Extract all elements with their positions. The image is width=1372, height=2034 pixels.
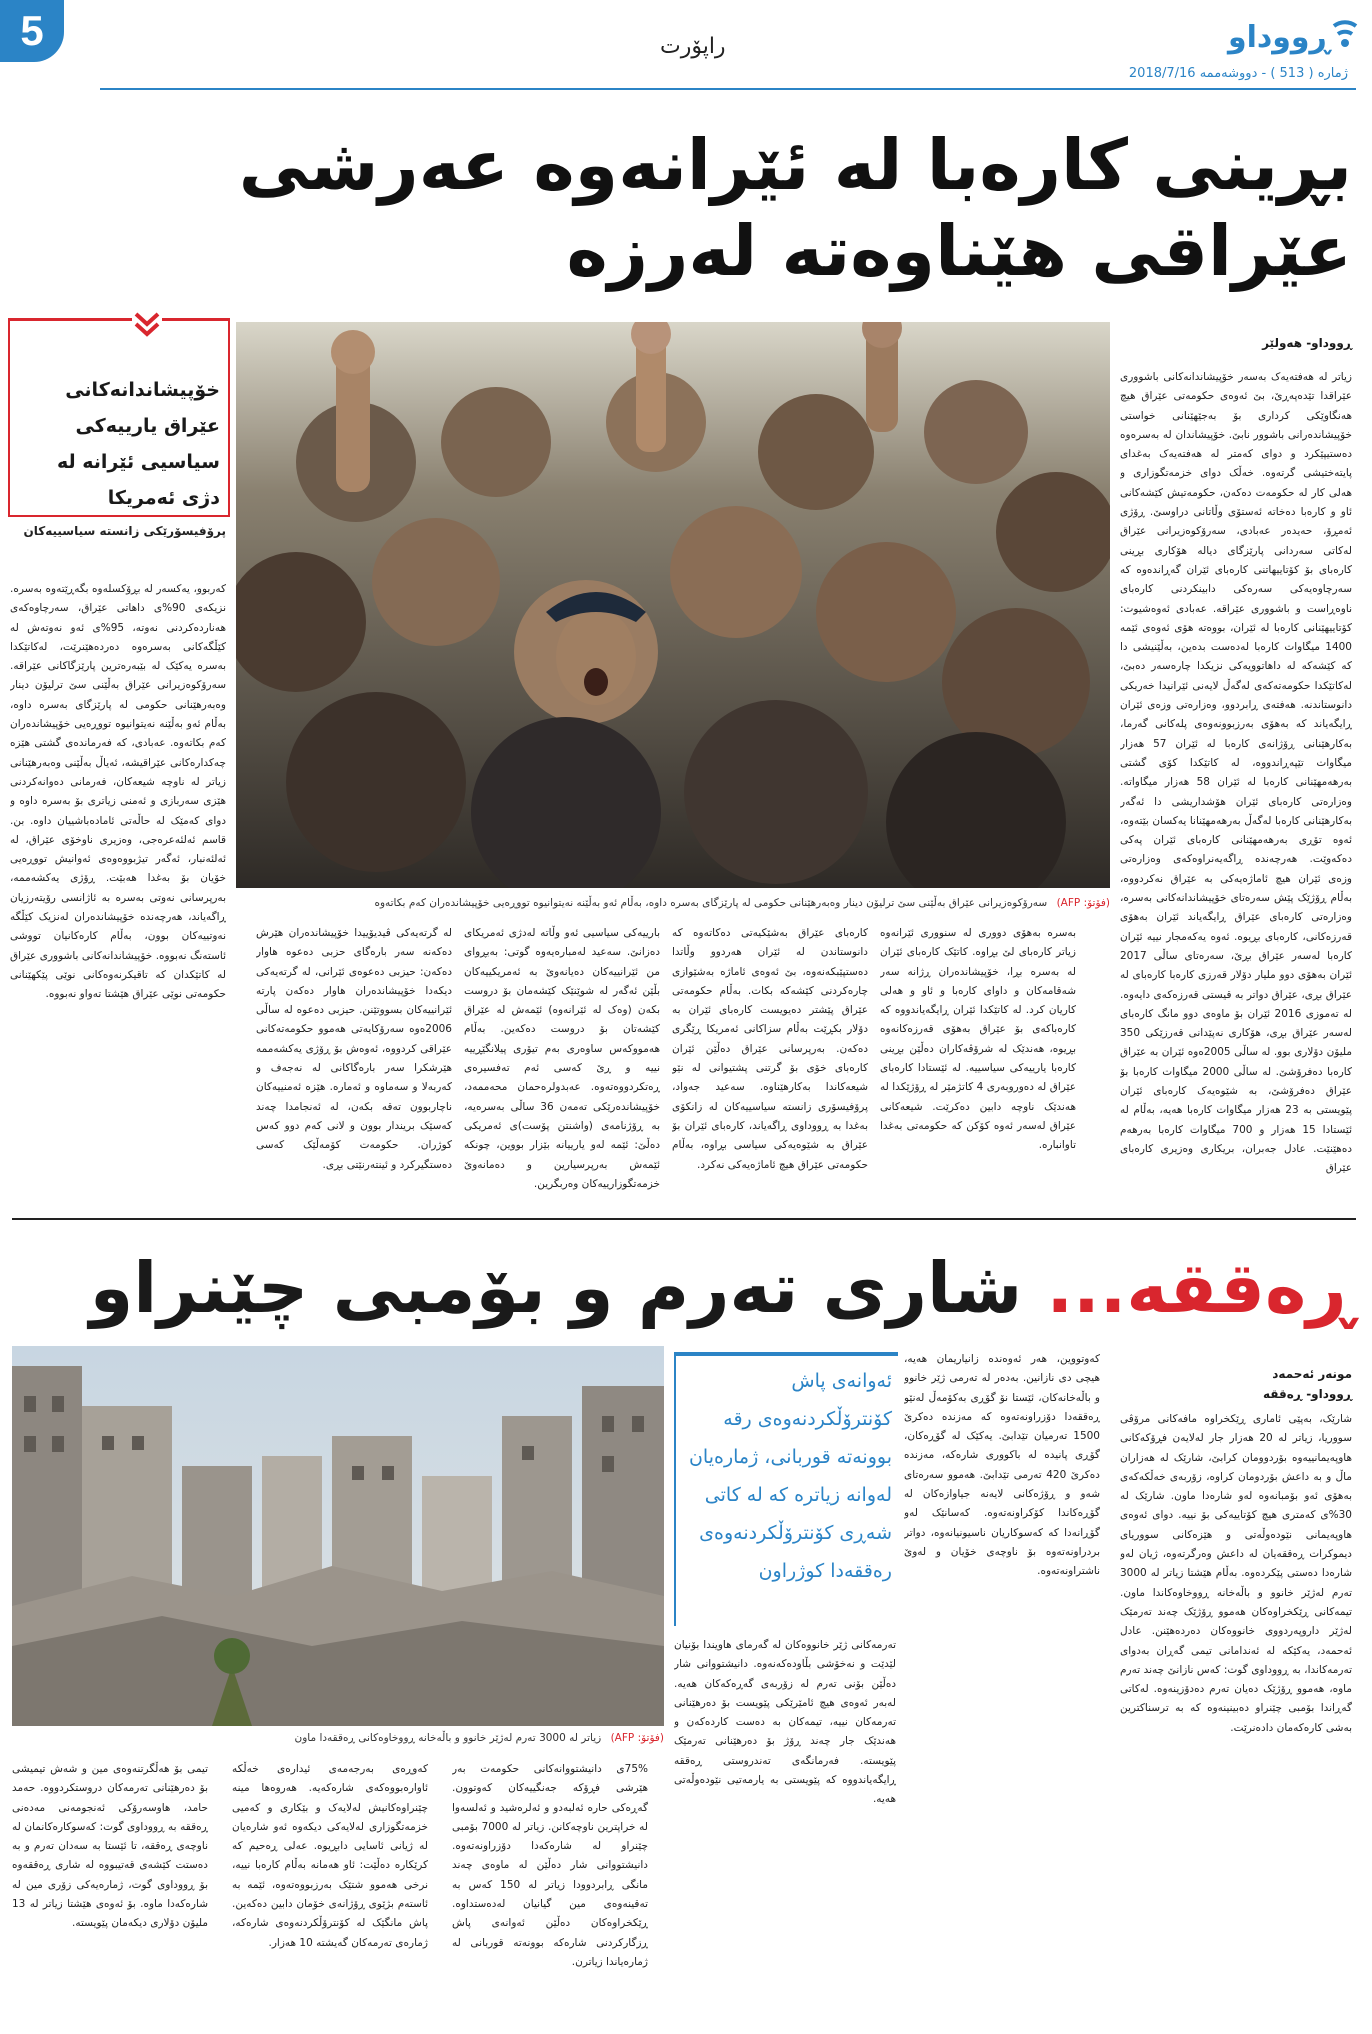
story2-headline <box>90 1240 1354 1336</box>
story1-bottom-column: بارییەکی سیاسیی ئەو وڵاتە لەدژی ئەمریکای دەزانێ. سەعید لەمبارەیەوە گوتی: بەبڕوای من ئێرانییەکان دەیانەوێ بە ئەمریکییەکان بڵێن ئەگەر لە شوێنێک کێشەمان بۆ دروست بکەن (وەک لە ئێرانەوە) ئێمەش لە عێراق کێشەتان بۆ دروست دەکەین. بەڵام هەمووکەس ساوەری بەم تیۆری پیلانگێڕییە نییە و ڕێ کەسی ئەم تەفسیرەی ڕەتکردووەتەوە. عەبدولرەحمان محەممەد، خۆپیشاندەرێکی تەمەن 36 ساڵی بەسرەیە، بە ڕۆژنامەی (واشنتن پۆست)ی ئەمریکی دەڵێ: ئێمە لەو یارییانە بێزار بووین، چونکە ئێمەش بەرپرسیارین و دەمانەوێ خزمەتگوزارییەکان وەربگرین. <box>464 927 660 1190</box>
story1-pullquote: خۆپیشاندانەکانی عێراق یارییەکی سیاسیی ئێرانە لە دژی ئەمریکا <box>56 379 220 509</box>
logo-wordmark: ڕووداو <box>1227 20 1330 55</box>
issue-info: ژمارە ( 513 ) - دووشەممە 2018/7/16 <box>1128 66 1348 81</box>
story-divider <box>12 1218 1356 1220</box>
story2-author: مونەر ئەحمەد <box>1272 1367 1352 1381</box>
protest-photo-caption-text: سەرۆکوەزیرانی عێراق بەڵێنی سێ ترلیۆن دینار وەبەرهێنانی حکومی لە پارێزگای بەسرە داوە، بەڵام ئەو بەڵێنە نەیتوانیوە تووڕەیی خۆپیشاندەران کەم بکاتەوە <box>374 897 1048 909</box>
pullquote-chevron-icon <box>132 310 162 340</box>
story1-bottom-column: کارەبای عێراق بەشێکیەتی دەکاتەوە کە دانوستاندن لە ئێران هەردوو وڵاتدا دەستپێبکەنەوە، بێ ئەوەی ئاماژە بەشێوازی چارەکردنی کێشەکە بکات. بەڵام حکومەتی عێراق پێشتر دەیویست کارەبای ئێران بە دۆلار بکڕێت بەڵام سزاکانی ئەمریکا ڕێگری دەکەن. بەرپرسانی عێراق دەڵێن ئێران کارەبای خۆی بۆ گرتنی پشتیوانی لە نێو شیعەکاندا بەکارهێناوە. سەعید جەواد، پرۆفیسۆری زانستە سیاسییەکان لە زانکۆی بەغدا بە ڕووداوی ڕاگەیاند، کارەبای ئێران بۆ عێراق بە شێوەیەکی سیاسی بڕاوە، بەڵام حکومەتی عێراق هیچ ئاماژەیەکی نەکرد. <box>672 927 868 1171</box>
protest-photo-illustration <box>236 322 1110 888</box>
logo-signal-icon <box>1330 18 1360 58</box>
story1-bottom-column: بەسرە بەهۆی دووری لە سنووری ئێرانەوە زیاتر کارەبای لێ بڕاوە. کاتێک کارەبای ئێران لە بەسرە بڕا، خۆپیشاندەران ڕژانە سەر شەقامەکان و داوای کارەبا و ئاو و هەلی کاریان کرد. لە کاتێکدا ئێران ڕایگەیاندووە کە کارەباکەی بۆ عێراق بەهۆی قەرزەکانەوە بڕیوە، هەندێک لە شرۆڤەکاران دەڵێن بڕینی کارەبا یارییەکی سیاسییە. لە ئێستادا کارەبای عێراق لە دەوروبەری 4 کاتژمێر لە ڕۆژێکدا لە هەندێک ناوچە دابین دەکرێت. شیعەکانی عێراق لەسەر ئەوە کۆکن کە حکومەتی بەغدا تاوانبارە. <box>880 927 1076 1152</box>
story1-column-left: کەربوو، یەکسەر لە بڕۆکسلەوە بگەڕێتەوە بەسرە. نزیکەی 90%ی داهاتی عێراق، سەرچاوەکەی هەناردەکردنی نەوتە، 95%ی ئەو نەوتەش لە کێڵگەکانی بەسرەوە دەردەهێنرێت، لەکاتێکدا بەسرە یەکێک لە بێبەرەترین پارێزگاکانی عێراقە. سەرۆکوەزیرانی عێراق بەڵێنی سێ ترلیۆن دینار وەبەرهێنانی حکومی لە پارێزگای بەسرە داوە، بەڵام ئەو بەڵێنە نەیتوانیوە تووڕەیی خۆپیشاندەران کەم بکاتەوە. عەبادی، کە فەرماندەی گشتی هێزە چەکدارەکانی عێراقیشە، ئەیاڵ بەڵێنی وەبەرهێنانی زیاتر لە ناوچە شیعەکان، فەرمانی دەوانەکردنی هێزی سەربازی و ئەمنی زیاتری بۆ بەسرە داوە و دوای کەمێک لە حاڵەتی ئامادەباشییان داوە. بن. قاسم ئەلئەعرەجی، وەزیری ناوخۆی عێراق، لە ئەلئەنبار، ئەگەر تیژبووەوەی ئەوانیش تووڕەیی خۆیان بۆ بەغدا هەبێت. ڕۆژی یەکشەممە، بەرپرسانی نەوتی بەسرە بە ئاژانسی رۆیتەرزیان ڕاگەیاند، هەرچەندە خۆپیشاندەران لەنزیک کێڵگە نەوتییەکان بوون، بەڵام کارەکانیان تووشی ئاستەنگ نەبووە. خۆپیشاندانەکانی باشووری عێراق لە کاتێکدان کە تاقیکرنەوەکانی نوێی پێکهێنانی حکومەتی نوێی عێراق هێشتا تەواو نەبووە. <box>10 583 226 1001</box>
story2-location: ڕووداو- ڕەققە <box>1262 1387 1352 1401</box>
protest-photo <box>236 322 1110 888</box>
story2-bottom-column: تیمی بۆ هەڵگرتنەوەی مین و شەش تیمیشی بۆ دەرهێنانی تەرمەکان دروستکردووە. حەمد حامد، هاوسەرۆکی ئەنجومەنی مەدەنی ڕەققە بە ڕووداوی گوت: کەسوکارەکانمان لە ناوچەی ڕەققە، تا ئێستا بە سەدان تەرم و بە دەستت کێشەی قەتیبووە لە شاری ڕەققەوە بۆ ڕووداوی گوت، ژمارەیەکی زۆری مین لە شارەکەدا ماوە. بۆ ئەوەی هێشتا زیاتر لە 13 ملیۆن دۆلاری دیکەمان پێویستە. <box>12 1763 208 1930</box>
story2-column-pull-below: تەرمەکانی ژێر خانووەکان لە گەرمای هاویندا بۆنیان لێدێت و نەخۆشی بڵاودەکەنەوە. دانیشتووانی شار دەڵێن بۆنی تەرم لە زۆربەی گەڕەکەکان هەیە. لەبەر ئەوەی هیچ ئامێرێکی پێویست بۆ دەرهێنانی تەرمەکان نییە، تیمەکان بە دەست کاردەکەن و هەندێک جار چەند ڕۆژ بۆ دەرهێنانی تەرمێک پێویستە. فەرمانگەی تەندروستی ڕەققە ڕایگەیاندووە کە پێویستی بە یارمەتیی نێودەوڵەتی هەیە. <box>674 1639 896 1806</box>
story2-column-right: شارێک، بەپێی ئاماری ڕێکخراوە مافەکانی مرۆڤی سووریا، زیاتر لە 20 هەزار جار لەلایەن فڕۆکەکانی هاوپەیمانییەوە بۆردوومان کرابێ، شارێک لە هەزاران ماڵ و بە داعش بۆردومان کراوە، زۆربەی خەڵکەکەی بەهۆی ئەو بۆمبانەوە لەو شارەدا ماون. شارێک لە 30%ی کەمتری هیچ کۆتاییەکی بۆ نییە. دوای ئەوەی هاوپەیمانی نێودەوڵەتی و هێزەکانی سووریای دیموکرات ڕەققەیان لە داعش وەرگرتەوە، ژیان لەو شارەدا دەستی پێکردەوە. بەڵام هێشتا زیاتر لە 3000 تەرم لەژێر خانوو و باڵەخانە ڕووخاوەکاندا ماون. تیمەکانی ڕێکخراوەکان هەموو ڕۆژێک چەند تەرمێک لەژێر داروپەردووی خانووەکان دەردەهێنن. عادل ئەحمەد، یەکێکە لە ئەندامانی تیمی گەڕان بەدوای تەرمەکاندا، بە ڕووداوی گوت: کەس نازانێ چەند تەرم ماوە، هەموو ڕۆژێک دەیان تەرم دەدۆزینەوە. لەکاتی گەڕاندا بۆمبی چێنراو دەبینینەوە کە بە ترسناکترین بەشی کارەکەمان دادەنرێت. <box>1120 1413 1352 1734</box>
story1-pullquote-attribution: پرۆفیسۆرێکی زانستە سیاسییەکان <box>23 524 226 538</box>
story2-bottom-column: کەوڕەی بەرجەمەی ئیدارەی خەڵکە ئاوارەبووەکەی شارەکەیە. هەروەها مینە چێنراوەکانیش لەلایەک و بێکاری و کەمیی خزمەتگوزاری لەلایەکی دیکەوە ئەو شارەیان لە ژیانی ئاسایی دابڕیوە. عەلی ڕەحیم کە کرێکارە دەڵێت: ئاو هەمانە بەڵام کارەبا نییە، نرخی هەموو شتێک بەرزبووەتەوە، ئێمە بە ئاستەم بژێوی ڕۆژانەی خۆمان دابین دەکەین. پاش مانگێک لە کۆنترۆڵکردنەوەی شارەکە، ژمارەی تەرمەکان گەیشتە 10 هەزار. <box>232 1763 428 1949</box>
rudaw-logo <box>1227 18 1360 62</box>
protest-photo-credit: (فۆتۆ: AFP) <box>1056 897 1110 909</box>
raqqa-photo-illustration <box>12 1346 664 1726</box>
story1-bottom-column: لە گرتەیەکی ڤیدیۆییدا خۆپیشاندەران هێرش دەکەنە سەر بارەگای حزبی دەعوە هاوار دەکەن: حیزبی دەعوەی ئێرانی، لە گرتەیەکی دیکەدا خۆپیشاندەران هاوار دەکەن پارتە ئێرانییەکان بسووتێنن. حیزبی دەعوە لە ساڵی 2006ەوە سەرۆکایەتی هەموو حکومەتەکانی عێراقی کردووە، ئەوەش بۆ ڕۆژی یەکشەممە هێرشکرا سەر بارەگاکانی لە نەجەف و کەربەلا و سەماوە و ئەمارە. هێزە ئەمنییەکان ناچاربوون تەقە بکەن، لە ئەنجامدا چەند کەسێک بریندار بوون و لانی کەم دوو کەس کوژران. حکومەت کۆمەڵێک کەسی دەستگیرکرد و ئینتەرنێتی بڕی. <box>256 927 452 1171</box>
story2-pullquote: ئەوانەی پاش کۆنترۆڵکردنەوەی رقە بوونەتە قوربانی، ژمارەیان لەوانە زیاترە کە لە کاتی شەڕی کۆنترۆڵکردنەوەی رەققەدا کوژراون <box>688 1370 892 1582</box>
story2-bottom-column: 75%ی دانیشتووانەکانی حکومەت بەر هێرشی فڕۆکە جەنگییەکان کەوتوون. گەڕەکی حارە ئەلبەدو و ئەلرەشید و ئەلسەوا لە خراپترین ناوچەکانن. زیاتر لە 7000 بۆمبی چێنراو لە شارەکەدا دۆزراونەتەوە. دانیشتووانی شار دەڵێن لە ماوەی چەند مانگی ڕابردوودا زیاتر لە 150 کەس بە تەقینەوەی مین گیانیان لەدەستداوە. ڕێکخراوەکان دەڵێن ئەوانەی پاش ڕزگارکردنی شارەکە بوونەتە قوربانی لە ژمارەیاندا زیاترن. <box>452 1763 648 1968</box>
protest-photo-caption <box>236 892 1110 914</box>
story2-headline-black: شاری تەرم و بۆمبی چێنراو <box>89 1247 1047 1329</box>
story1-column-right: زیاتر لە هەفتەیەک بەسەر خۆپیشاندانەکانی باشووری عێراقدا تێدەپەڕێ، بێ ئەوەی حکومەتی عێراق هیچ هەنگاوێکی کرداری بۆ بەجێهێنانی خواستی خۆپیشاندەرانی باشوور نابێ. خۆپیشاندان لە بەسرەوە دەستیپێکرد و دوای کەمتر لە هەفتەیەک بەغدای پایتەختیشی گرتەوە. خەڵک دوای خزمەتگوزاری و هەلی کار لە حکومەت دەکەن، حکومەتیش کێشەکانی ئاو و کارەبا دەخاتە ئەستۆی وڵاتانی دراوسێ. ڕۆژی ئەمڕۆ، حەیدەر عەبادی، سەرۆکوەزیرانی عێراق لەکاتی سەردانی پارێزگای دیالە هۆکاری بڕینی کارەبای بۆ کۆتاییهاتنی کارەبای ئێران گەڕاندەوە کە سەرچاوەیەکی سەرەکی دابینکردنی کارەبای ناوەڕاست و باشووری عێراقە. عەبادی ئەوەشیوت: کۆتاییهێنانی کارەبا لە ئێران، بووەتە هۆی ئەوەی ئێمە 1400 میگاوات کارەبا لەدەست بدەین، بەڵێنیشی دا کە کێشەکە لە داهاتوویەکی نزیکدا چارەسەر دەبێ، لەکاتێکدا حکومەتەکەی لەگەڵ لایەنی ئێرانیدا خەریکی دانوستاندنە. هەفتەی ڕابردوو، وەزارەتی وزەی ئێران ڕایگەیاند کە بەهۆی بەرزبوونەوەی پلەکانی گەرما، بەکارهێنانی ڕۆژانەی کارەبا لە ئێران 57 هەزار میگاوات تێپەڕاندووە، لە کاتێکدا کۆی گشتی بەرهەمهێنانی کارەبا لە ئێران 58 هەزار میگاواتە. وەزارەتی کارەبای ئێران هۆشداریشی دا ئەگەر بەکارهێنانی کارەبا لەگەڵ بەرهەمهێنانا یەکسان بێتەوە، ئەوە تۆڕی بەرهەمهێنانی کارەبای ئێران پەکی دەکەوێت. هەرچەندە ڕاگەیەنراوەکەی وەزارەتی وزەی ئێران هیچ ئاماژەیەکی بە عێراق نەکردووە، بەڵام ڕۆژێک پێش سەرەتای خۆپیشاندانەکانی بەسرە، وەزارەتی کارەبای عێراق ڕایگەیاند ئێران بەهۆی قەرزەکانی، کارەبای بڕیوە. ئەوە یەکەمجار نییە ئێران کارەبا لەسەر عێراق بڕێ، سەرەتای ساڵی 2017 ئێران بەهۆی دوو ملیار دۆلار قەرزی کارەبا کارەبای لە عێراق بڕی، عێراق دواتر بە قیستی قەرزەکەی دایەوە. لە تەموزی 2016 ئێران بۆ ماوەی دوو مانگ کارەبای لەسەر عێراق بڕی، هۆکاری نەپێدانی قەرزێکی 350 ملیۆن دۆلاری بوو. لە ساڵی 2005ەوە ئێران بە عێراق کارەبا دەفرۆشێ. لە ساڵی 2000 میگاوات کارەبا بۆ عێراق دەفرۆشێ، بە شێوەیەک کارەبای ئێران پێویستی بە 23 هەزار میگاوات کارەبا هەیە، بەڵام لە ئێستادا 15 هەزار و 700 میگاوات کارەبا بەرهەم دەهێنێت. عادل جەبران، بریکاری وەزیری کارەبای عێراق <box>1120 371 1352 1175</box>
story1-byline: ڕووداو- هەولێر <box>1262 336 1352 350</box>
raqqa-photo-caption-text: زیاتر لە 3000 تەرم لەژێر خانوو و باڵەخانە ڕووخاوەکانی ڕەققەدا ماون <box>294 1732 602 1744</box>
raqqa-photo <box>12 1346 664 1726</box>
header-rule <box>100 88 1356 90</box>
story2-headline-red: ڕەققە... <box>1046 1247 1354 1329</box>
page-number: 5 <box>0 0 64 62</box>
section-title: راپۆرت <box>660 34 726 59</box>
story2-byline <box>1263 1364 1352 1404</box>
raqqa-photo-caption <box>12 1732 664 1744</box>
story1-headline: بڕینی کارەبا لە ئێرانەوە عەرشی عێراقی هێناوەتە لەرزە <box>238 124 1352 292</box>
story2-column-mid: کەوتووین، هەر ئەوەندە زانیاریمان هەیە، هیچی دی نازانین. بەدەر لە تەرمی ژێر خانوو و باڵەخانەکان، ئێستا نۆ گۆڕی بەکۆمەڵ لەنێو ڕەققەدا دۆزراونەتەوە کە مەزندە دەکرێ 1500 تەرمیان تێدابێ. یەکێک لە گۆڕەکان، گۆڕی پانیدە لە باکووری شارەکە، مەزندە دەکرێ 420 تەرمی تێدابێ. هەموو سەرەتای شەو و ڕۆژەکانی لایەنە جیاوازەکان لە گۆڕەکاندا کۆکراونەتەوە. کەسانێک لەو گۆڕانەدا کە کەسوکاریان ناسیونیانەوە، دواتر بردراونەتەوە بۆ ناوچەی خۆیان و لەوێ ناشتراونەتەوە. <box>904 1353 1100 1578</box>
raqqa-photo-credit: (فۆتۆ: AFP) <box>610 1732 664 1744</box>
